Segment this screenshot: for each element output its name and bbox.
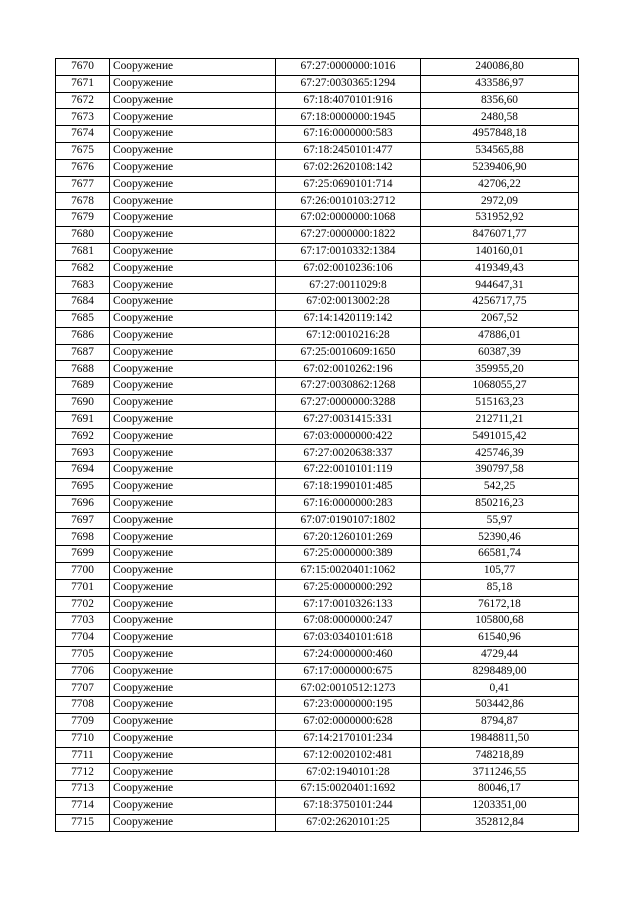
row-number-cell: 7710 bbox=[56, 730, 110, 747]
row-number-cell: 7688 bbox=[56, 361, 110, 378]
object-type-cell: Сооружение bbox=[110, 562, 276, 579]
value-cell: 425746,39 bbox=[421, 445, 579, 462]
row-number-cell: 7679 bbox=[56, 210, 110, 227]
value-cell: 534565,88 bbox=[421, 142, 579, 159]
object-type-cell: Сооружение bbox=[110, 210, 276, 227]
row-number-cell: 7699 bbox=[56, 546, 110, 563]
cadastral-number-cell: 67:03:0340101:618 bbox=[276, 630, 421, 647]
cadastral-number-cell: 67:15:0020401:1062 bbox=[276, 562, 421, 579]
row-number-cell: 7678 bbox=[56, 193, 110, 210]
object-type-cell: Сооружение bbox=[110, 277, 276, 294]
table-row bbox=[56, 142, 579, 159]
table-row bbox=[56, 663, 579, 680]
table-row bbox=[56, 512, 579, 529]
row-number-cell: 7672 bbox=[56, 92, 110, 109]
value-cell: 212711,21 bbox=[421, 411, 579, 428]
table-row bbox=[56, 75, 579, 92]
value-cell: 52390,46 bbox=[421, 529, 579, 546]
object-type-cell: Сооружение bbox=[110, 663, 276, 680]
table-row bbox=[56, 814, 579, 831]
table-row bbox=[56, 294, 579, 311]
table-row bbox=[56, 579, 579, 596]
value-cell: 8794,87 bbox=[421, 714, 579, 731]
row-number-cell: 7695 bbox=[56, 478, 110, 495]
cadastral-number-cell: 67:24:0000000:460 bbox=[276, 646, 421, 663]
table-row bbox=[56, 361, 579, 378]
value-cell: 80046,17 bbox=[421, 781, 579, 798]
row-number-cell: 7704 bbox=[56, 630, 110, 647]
object-type-cell: Сооружение bbox=[110, 59, 276, 76]
cadastral-number-cell: 67:02:0010512:1273 bbox=[276, 680, 421, 697]
row-number-cell: 7684 bbox=[56, 294, 110, 311]
cadastral-number-cell: 67:27:0030862:1268 bbox=[276, 378, 421, 395]
row-number-cell: 7683 bbox=[56, 277, 110, 294]
object-type-cell: Сооружение bbox=[110, 529, 276, 546]
object-type-cell: Сооружение bbox=[110, 764, 276, 781]
table-row bbox=[56, 478, 579, 495]
table-row bbox=[56, 327, 579, 344]
cadastral-number-cell: 67:27:0011029:8 bbox=[276, 277, 421, 294]
cadastral-number-cell: 67:02:0013002:28 bbox=[276, 294, 421, 311]
cadastral-number-cell: 67:02:0010262:196 bbox=[276, 361, 421, 378]
cadastral-number-cell: 67:22:0010101:119 bbox=[276, 462, 421, 479]
cadastral-number-cell: 67:02:2620108:142 bbox=[276, 159, 421, 176]
value-cell: 4957848,18 bbox=[421, 126, 579, 143]
object-type-cell: Сооружение bbox=[110, 462, 276, 479]
value-cell: 390797,58 bbox=[421, 462, 579, 479]
cadastral-number-cell: 67:02:0000000:628 bbox=[276, 714, 421, 731]
row-number-cell: 7686 bbox=[56, 327, 110, 344]
value-cell: 85,18 bbox=[421, 579, 579, 596]
object-type-cell: Сооружение bbox=[110, 361, 276, 378]
row-number-cell: 7689 bbox=[56, 378, 110, 395]
object-type-cell: Сооружение bbox=[110, 428, 276, 445]
cadastral-number-cell: 67:25:0010609:1650 bbox=[276, 344, 421, 361]
row-number-cell: 7703 bbox=[56, 613, 110, 630]
object-type-cell: Сооружение bbox=[110, 714, 276, 731]
cadastral-number-cell: 67:27:0030365:1294 bbox=[276, 75, 421, 92]
row-number-cell: 7698 bbox=[56, 529, 110, 546]
object-type-cell: Сооружение bbox=[110, 310, 276, 327]
table-row bbox=[56, 109, 579, 126]
object-type-cell: Сооружение bbox=[110, 294, 276, 311]
cadastral-number-cell: 67:02:1940101:28 bbox=[276, 764, 421, 781]
table-row bbox=[56, 159, 579, 176]
row-number-cell: 7685 bbox=[56, 310, 110, 327]
table-row bbox=[56, 747, 579, 764]
row-number-cell: 7702 bbox=[56, 596, 110, 613]
row-number-cell: 7676 bbox=[56, 159, 110, 176]
row-number-cell: 7692 bbox=[56, 428, 110, 445]
table-row bbox=[56, 344, 579, 361]
object-type-cell: Сооружение bbox=[110, 344, 276, 361]
row-number-cell: 7713 bbox=[56, 781, 110, 798]
table-row bbox=[56, 680, 579, 697]
row-number-cell: 7694 bbox=[56, 462, 110, 479]
object-type-cell: Сооружение bbox=[110, 546, 276, 563]
table-row bbox=[56, 243, 579, 260]
cadastral-number-cell: 67:08:0000000:247 bbox=[276, 613, 421, 630]
value-cell: 105,77 bbox=[421, 562, 579, 579]
row-number-cell: 7671 bbox=[56, 75, 110, 92]
table-row bbox=[56, 462, 579, 479]
value-cell: 850216,23 bbox=[421, 495, 579, 512]
row-number-cell: 7712 bbox=[56, 764, 110, 781]
value-cell: 531952,92 bbox=[421, 210, 579, 227]
table-row bbox=[56, 210, 579, 227]
value-cell: 1203351,00 bbox=[421, 798, 579, 815]
row-number-cell: 7708 bbox=[56, 697, 110, 714]
value-cell: 515163,23 bbox=[421, 394, 579, 411]
object-type-cell: Сооружение bbox=[110, 126, 276, 143]
row-number-cell: 7706 bbox=[56, 663, 110, 680]
cadastral-number-cell: 67:27:0000000:1016 bbox=[276, 59, 421, 76]
value-cell: 542,25 bbox=[421, 478, 579, 495]
object-type-cell: Сооружение bbox=[110, 646, 276, 663]
cadastral-number-cell: 67:17:0010326:133 bbox=[276, 596, 421, 613]
object-type-cell: Сооружение bbox=[110, 630, 276, 647]
row-number-cell: 7690 bbox=[56, 394, 110, 411]
row-number-cell: 7705 bbox=[56, 646, 110, 663]
value-cell: 0,41 bbox=[421, 680, 579, 697]
object-type-cell: Сооружение bbox=[110, 613, 276, 630]
row-number-cell: 7693 bbox=[56, 445, 110, 462]
cadastral-number-cell: 67:02:2620101:25 bbox=[276, 814, 421, 831]
object-type-cell: Сооружение bbox=[110, 394, 276, 411]
cadastral-number-cell: 67:18:2450101:477 bbox=[276, 142, 421, 159]
cadastral-number-cell: 67:18:0000000:1945 bbox=[276, 109, 421, 126]
row-number-cell: 7700 bbox=[56, 562, 110, 579]
cadastral-number-cell: 67:25:0000000:292 bbox=[276, 579, 421, 596]
value-cell: 944647,31 bbox=[421, 277, 579, 294]
cadastral-number-cell: 67:26:0010103:2712 bbox=[276, 193, 421, 210]
value-cell: 66581,74 bbox=[421, 546, 579, 563]
table-row bbox=[56, 428, 579, 445]
object-type-cell: Сооружение bbox=[110, 747, 276, 764]
value-cell: 105800,68 bbox=[421, 613, 579, 630]
object-type-cell: Сооружение bbox=[110, 92, 276, 109]
cadastral-number-cell: 67:16:0000000:583 bbox=[276, 126, 421, 143]
cadastral-number-cell: 67:02:0000000:1068 bbox=[276, 210, 421, 227]
value-cell: 4729,44 bbox=[421, 646, 579, 663]
table-row bbox=[56, 730, 579, 747]
object-type-cell: Сооружение bbox=[110, 512, 276, 529]
object-type-cell: Сооружение bbox=[110, 411, 276, 428]
table-row bbox=[56, 546, 579, 563]
cadastral-number-cell: 67:25:0690101:714 bbox=[276, 176, 421, 193]
value-cell: 5239406,90 bbox=[421, 159, 579, 176]
object-type-cell: Сооружение bbox=[110, 579, 276, 596]
value-cell: 60387,39 bbox=[421, 344, 579, 361]
cadastral-number-cell: 67:18:1990101:485 bbox=[276, 478, 421, 495]
row-number-cell: 7682 bbox=[56, 260, 110, 277]
cadastral-number-cell: 67:03:0000000:422 bbox=[276, 428, 421, 445]
object-type-cell: Сооружение bbox=[110, 814, 276, 831]
row-number-cell: 7696 bbox=[56, 495, 110, 512]
table-row bbox=[56, 697, 579, 714]
row-number-cell: 7715 bbox=[56, 814, 110, 831]
value-cell: 359955,20 bbox=[421, 361, 579, 378]
cadastral-number-cell: 67:25:0000000:389 bbox=[276, 546, 421, 563]
object-type-cell: Сооружение bbox=[110, 680, 276, 697]
cadastral-number-cell: 67:18:4070101:916 bbox=[276, 92, 421, 109]
table-row bbox=[56, 277, 579, 294]
table-row bbox=[56, 798, 579, 815]
table-row bbox=[56, 310, 579, 327]
cadastral-number-cell: 67:02:0010236:106 bbox=[276, 260, 421, 277]
cadastral-number-cell: 67:17:0010332:1384 bbox=[276, 243, 421, 260]
value-cell: 47886,01 bbox=[421, 327, 579, 344]
value-cell: 240086,80 bbox=[421, 59, 579, 76]
cadastral-number-cell: 67:20:1260101:269 bbox=[276, 529, 421, 546]
value-cell: 503442,86 bbox=[421, 697, 579, 714]
cadastral-number-cell: 67:18:3750101:244 bbox=[276, 798, 421, 815]
object-type-cell: Сооружение bbox=[110, 445, 276, 462]
table-row bbox=[56, 394, 579, 411]
row-number-cell: 7674 bbox=[56, 126, 110, 143]
row-number-cell: 7714 bbox=[56, 798, 110, 815]
value-cell: 8298489,00 bbox=[421, 663, 579, 680]
value-cell: 8476071,77 bbox=[421, 226, 579, 243]
row-number-cell: 7673 bbox=[56, 109, 110, 126]
value-cell: 61540,96 bbox=[421, 630, 579, 647]
object-type-cell: Сооружение bbox=[110, 260, 276, 277]
table-row bbox=[56, 260, 579, 277]
cadastral-number-cell: 67:23:0000000:195 bbox=[276, 697, 421, 714]
value-cell: 55,97 bbox=[421, 512, 579, 529]
table-row bbox=[56, 411, 579, 428]
row-number-cell: 7681 bbox=[56, 243, 110, 260]
row-number-cell: 7711 bbox=[56, 747, 110, 764]
value-cell: 42706,22 bbox=[421, 176, 579, 193]
value-cell: 19848811,50 bbox=[421, 730, 579, 747]
table-row bbox=[56, 193, 579, 210]
object-type-cell: Сооружение bbox=[110, 495, 276, 512]
cadastral-number-cell: 67:17:0000000:675 bbox=[276, 663, 421, 680]
object-type-cell: Сооружение bbox=[110, 176, 276, 193]
table-row bbox=[56, 226, 579, 243]
value-cell: 1068055,27 bbox=[421, 378, 579, 395]
cadastral-number-cell: 67:27:0031415:331 bbox=[276, 411, 421, 428]
value-cell: 3711246,55 bbox=[421, 764, 579, 781]
object-type-cell: Сооружение bbox=[110, 596, 276, 613]
value-cell: 5491015,42 bbox=[421, 428, 579, 445]
cadastral-number-cell: 67:27:0000000:3288 bbox=[276, 394, 421, 411]
row-number-cell: 7677 bbox=[56, 176, 110, 193]
row-number-cell: 7687 bbox=[56, 344, 110, 361]
object-type-cell: Сооружение bbox=[110, 697, 276, 714]
registry-table bbox=[55, 58, 579, 832]
object-type-cell: Сооружение bbox=[110, 243, 276, 260]
row-number-cell: 7701 bbox=[56, 579, 110, 596]
value-cell: 8356,60 bbox=[421, 92, 579, 109]
registry-table-body bbox=[56, 59, 579, 832]
row-number-cell: 7691 bbox=[56, 411, 110, 428]
cadastral-number-cell: 67:14:2170101:234 bbox=[276, 730, 421, 747]
object-type-cell: Сооружение bbox=[110, 159, 276, 176]
table-row bbox=[56, 92, 579, 109]
object-type-cell: Сооружение bbox=[110, 798, 276, 815]
table-row bbox=[56, 630, 579, 647]
object-type-cell: Сооружение bbox=[110, 75, 276, 92]
object-type-cell: Сооружение bbox=[110, 109, 276, 126]
table-row bbox=[56, 176, 579, 193]
value-cell: 2067,52 bbox=[421, 310, 579, 327]
cadastral-number-cell: 67:12:0010216:28 bbox=[276, 327, 421, 344]
table-row bbox=[56, 562, 579, 579]
row-number-cell: 7709 bbox=[56, 714, 110, 731]
cadastral-number-cell: 67:07:0190107:1802 bbox=[276, 512, 421, 529]
value-cell: 419349,43 bbox=[421, 260, 579, 277]
table-row bbox=[56, 764, 579, 781]
table-row bbox=[56, 59, 579, 76]
table-row bbox=[56, 378, 579, 395]
object-type-cell: Сооружение bbox=[110, 730, 276, 747]
row-number-cell: 7670 bbox=[56, 59, 110, 76]
cadastral-number-cell: 67:12:0020102:481 bbox=[276, 747, 421, 764]
cadastral-number-cell: 67:16:0000000:283 bbox=[276, 495, 421, 512]
table-row bbox=[56, 126, 579, 143]
table-row bbox=[56, 596, 579, 613]
value-cell: 748218,89 bbox=[421, 747, 579, 764]
table-row bbox=[56, 714, 579, 731]
value-cell: 352812,84 bbox=[421, 814, 579, 831]
cadastral-number-cell: 67:27:0020638:337 bbox=[276, 445, 421, 462]
value-cell: 2972,09 bbox=[421, 193, 579, 210]
table-row bbox=[56, 445, 579, 462]
value-cell: 140160,01 bbox=[421, 243, 579, 260]
object-type-cell: Сооружение bbox=[110, 781, 276, 798]
cadastral-number-cell: 67:14:1420119:142 bbox=[276, 310, 421, 327]
row-number-cell: 7675 bbox=[56, 142, 110, 159]
value-cell: 76172,18 bbox=[421, 596, 579, 613]
object-type-cell: Сооружение bbox=[110, 142, 276, 159]
object-type-cell: Сооружение bbox=[110, 226, 276, 243]
table-row bbox=[56, 613, 579, 630]
table-row bbox=[56, 529, 579, 546]
cadastral-number-cell: 67:27:0000000:1822 bbox=[276, 226, 421, 243]
object-type-cell: Сооружение bbox=[110, 478, 276, 495]
table-row bbox=[56, 781, 579, 798]
row-number-cell: 7707 bbox=[56, 680, 110, 697]
object-type-cell: Сооружение bbox=[110, 327, 276, 344]
row-number-cell: 7697 bbox=[56, 512, 110, 529]
object-type-cell: Сооружение bbox=[110, 378, 276, 395]
value-cell: 433586,97 bbox=[421, 75, 579, 92]
value-cell: 2480,58 bbox=[421, 109, 579, 126]
table-row bbox=[56, 646, 579, 663]
cadastral-number-cell: 67:15:0020401:1692 bbox=[276, 781, 421, 798]
row-number-cell: 7680 bbox=[56, 226, 110, 243]
table-row bbox=[56, 495, 579, 512]
object-type-cell: Сооружение bbox=[110, 193, 276, 210]
value-cell: 4256717,75 bbox=[421, 294, 579, 311]
